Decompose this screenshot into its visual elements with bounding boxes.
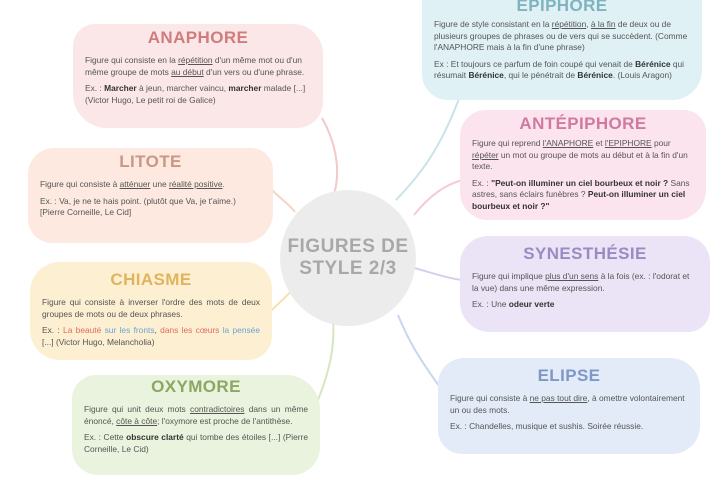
chiasme-definition: Figure qui consiste à inverser l'ordre des mots de deux groupes de mots ou de deux phrases. [42, 297, 260, 319]
center-line-1: FIGURES DE [287, 236, 409, 257]
oxymore-definition: Figure qui unit deux mots contradictoires dans un même énoncé, côte à côte; l'oxymore est proche de l'antithèse. [84, 404, 308, 426]
elipse-title: ELIPSE [537, 366, 601, 385]
chiasme-example: Ex. : La beauté sur les fronts, dans les cœurs la pensée [...] (Victor Hugo, Melancholia) [42, 325, 260, 347]
oxymore-title: OXYMORE [151, 377, 241, 396]
antepiphore-example: Ex. : "Peut-on illuminer un ciel bourbeux et noir ? Sans astres, sans éclairs funèbres ? Peut-on illuminer un ciel bourbeux et noir ?" [472, 177, 690, 211]
synesthesie-definition: Figure qui implique plus d'un sens à la fois (ex. : l'odorat et la vue) dans une même expression. [472, 271, 690, 293]
connector-antepiphore [414, 180, 462, 215]
connector-anaphore [322, 118, 337, 200]
chiasme-title: CHIASME [110, 270, 192, 289]
connector-elipse [398, 315, 442, 390]
epiphore-example: Ex : Et toujours ce parfum de foin coupé qui venait de Bérénice qui résumait Bérénice, qui le pénétrait de Bérénice. (Louis Aragon) [434, 58, 685, 81]
card-oxymore [72, 375, 320, 475]
anaphore-example: Ex. : Marcher à jeun, marcher vaincu, marcher malade [...] (Victor Hugo, Le petit roi de Galice) [85, 83, 306, 105]
card-elipse [438, 358, 700, 454]
anaphore-title: ANAPHORE [147, 28, 249, 47]
epiphore-title: EPIPHORE [516, 0, 608, 15]
card-litote [28, 148, 273, 243]
antepiphore-definition: Figure qui reprend l'ANAPHORE et l'EPIPHORE pour répéter un mot ou groupe de mots au début et à la fin d'un texte. [472, 138, 688, 172]
litote-definition: Figure qui consiste à atténuer une réalité positive. [40, 179, 225, 189]
elipse-definition: Figure qui consiste à ne pas tout dire, à omettre volontairement un ou des mots. [450, 393, 685, 415]
connector-oxymore [318, 320, 333, 400]
card-epiphore [422, 0, 702, 100]
card-chiasme [30, 262, 272, 360]
elipse-example: Ex. : Chandelles, musique et sushis. Soirée réussie. [450, 421, 644, 432]
oxymore-example: Ex. : Cette obscure clarté qui tombe des étoiles [...] (Pierre Corneille, Le Cid) [84, 432, 308, 454]
synesthesie-example: Ex. : Une odeur verte [472, 299, 555, 310]
card-anaphore [73, 24, 323, 128]
litote-title: LITOTE [119, 152, 182, 171]
connector-litote [272, 190, 295, 212]
center-line-2: STYLE 2/3 [299, 258, 397, 279]
epiphore-definition: Figure de style consistant en la répétition, à la fin de deux ou de plusieurs groupes de phrases ou de vers qui se succèdent. (Comme l'ANAPHORE mais à la fin d'une phrase) [434, 19, 688, 53]
anaphore-definition: Figure qui consiste en la répétition d'un même mot ou d'un même groupe de mots au début d'un vers ou d'une phrase. [85, 55, 305, 77]
connector-synesthesie [414, 268, 462, 280]
litote-example: Ex. : Va, je ne te hais point. (plutôt que Va, je t'aime.) [Pierre Corneille, Le Cid] [40, 195, 236, 218]
card-synesthesie [460, 236, 710, 332]
synesthesie-title: SYNESTHÉSIE [523, 244, 647, 263]
central-topic [280, 190, 416, 326]
antepiphore-title: ANTÉPIPHORE [519, 114, 647, 133]
card-antepiphore [460, 110, 706, 220]
